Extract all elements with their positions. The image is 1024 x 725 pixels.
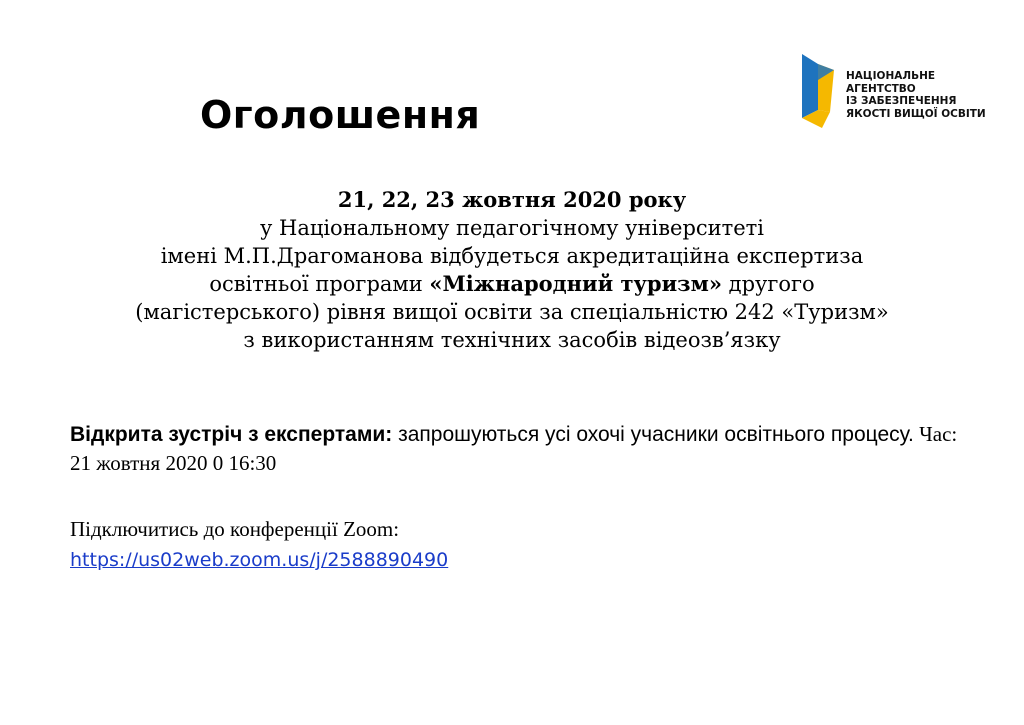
meeting-info bbox=[70, 420, 970, 477]
logo-line: НАЦІОНАЛЬНЕ bbox=[846, 70, 936, 82]
zoom-link[interactable]: https://us02web.zoom.us/j/2588890490 bbox=[70, 549, 449, 571]
logo-wordmark bbox=[846, 70, 986, 120]
zoom-label: Підключитись до конференції Zoom: bbox=[70, 517, 400, 541]
page-title: Оголошення bbox=[200, 93, 481, 137]
meeting-time: Час: 21 жовтня 2020 0 16:30 bbox=[70, 422, 958, 475]
announcement-line: з використанням технічних засобів відеозв’язку bbox=[243, 328, 781, 352]
announcement-line-program bbox=[40, 270, 984, 298]
announcement-date: 21, 22, 23 жовтня 2020 року bbox=[337, 187, 687, 212]
program-name: «Міжнародний туризм» bbox=[429, 271, 722, 296]
zoom-section bbox=[70, 514, 448, 575]
meeting-label: Відкрита зустріч з експертами: bbox=[70, 423, 393, 446]
announcement-line: (магістерського) рівня вищої освіти за спеціальністю 242 «Туризм» bbox=[135, 300, 889, 324]
logo-line: АГЕНТСТВО bbox=[846, 82, 916, 95]
naqa-logo-icon bbox=[800, 52, 844, 132]
announcement-block bbox=[40, 186, 984, 354]
announcement-line: імені М.П.Драгоманова відбудеться акредитаційна експертиза bbox=[160, 244, 864, 268]
announcement-text: освітньої програми bbox=[209, 272, 430, 296]
announcement-line: у Національному педагогічному університеті bbox=[259, 216, 765, 240]
meeting-text: запрошуються усі охочі учасники освітнього процесу. bbox=[392, 423, 914, 446]
logo-line: ІЗ ЗАБЕЗПЕЧЕННЯ bbox=[846, 95, 957, 107]
naqa-logo bbox=[800, 52, 986, 132]
announcement-text: другого bbox=[721, 272, 815, 296]
logo-line: ЯКОСТІ ВИЩОЇ ОСВІТИ bbox=[846, 107, 986, 120]
